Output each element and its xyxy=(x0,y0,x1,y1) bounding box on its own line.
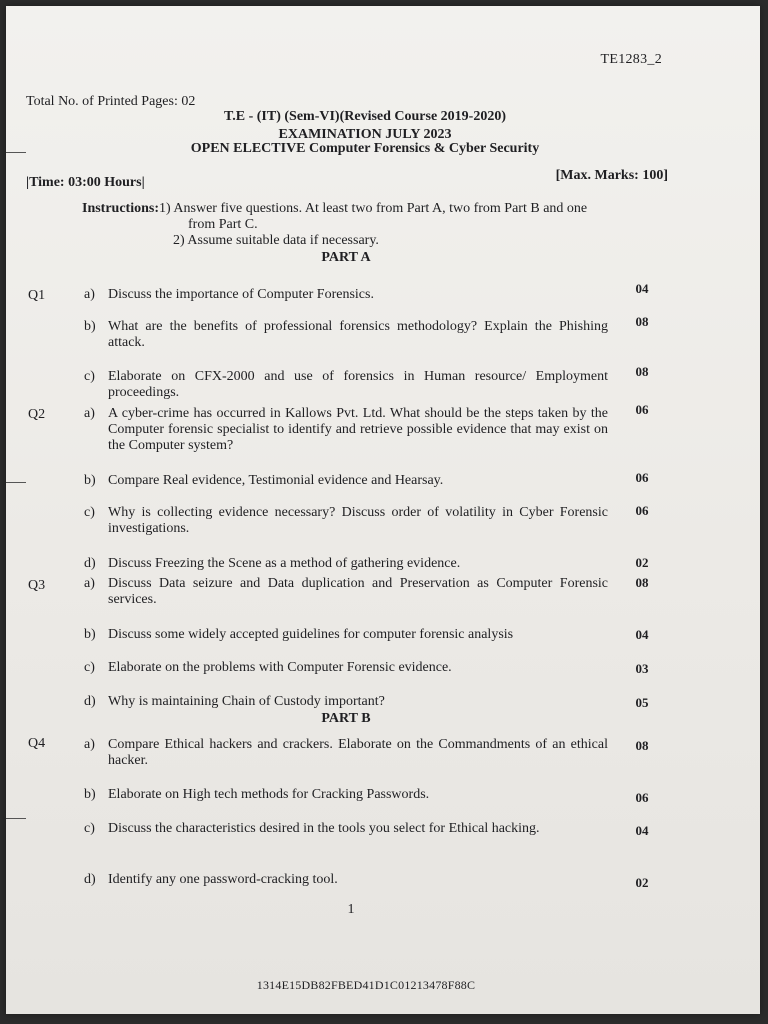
course-title: T.E - (IT) (Sem-VI)(Revised Course 2019-2020) xyxy=(223,109,507,124)
paper-hash: 1314E15DB82FBED41D1C01213478F88C xyxy=(256,978,476,992)
question-text: Discuss the characteristics desired in the tools you select for Ethical hacking. xyxy=(108,821,540,836)
question-text: Discuss Freezing the Scene as a method of gathering evidence. xyxy=(108,556,461,571)
paper-code: TE1283_2 xyxy=(600,52,662,67)
sub-question-letter: d) xyxy=(84,872,96,887)
instruction-line-3: 2) Assume suitable data if necessary. xyxy=(173,233,379,248)
question-text: A cyber-crime has occurred in Kallows Pvt. Ltd. What should be the steps taken by the Computer forensic specialist to identify and retrieve possible evidence that may exist on the Computer system? xyxy=(108,406,608,453)
question-text: Why is maintaining Chain of Custody important? xyxy=(108,694,385,709)
question-number: Q4 xyxy=(28,736,46,751)
question-text: Why is collecting evidence necessary? Discuss order of volatility in Cyber Forensic investigations. xyxy=(108,505,608,536)
sub-question-letter: b) xyxy=(84,627,96,642)
question-text: Compare Ethical hackers and crackers. Elaborate on the Commandments of an ethical hacker. xyxy=(108,737,608,768)
question-marks: 03 xyxy=(635,661,649,676)
question-marks: 06 xyxy=(635,402,649,417)
question-text: Discuss Data seizure and Data duplication and Preservation as Computer Forensic services. xyxy=(108,576,608,607)
question-marks: 04 xyxy=(635,823,649,838)
question-text: Discuss some widely accepted guidelines for computer forensic analysis xyxy=(108,627,514,642)
question-text: Discuss the importance of Computer Forensics. xyxy=(108,287,374,302)
printed-pages: Total No. of Printed Pages: 02 xyxy=(26,94,196,109)
sub-question-letter: c) xyxy=(84,660,95,675)
sub-question-letter: a) xyxy=(84,576,95,591)
question-marks: 05 xyxy=(635,695,649,710)
question-number: Q2 xyxy=(28,407,46,422)
sub-question-letter: b) xyxy=(84,319,96,334)
subject-title: OPEN ELECTIVE Computer Forensics & Cyber Security xyxy=(190,141,540,156)
sub-question-letter: c) xyxy=(84,369,95,384)
question-text: Elaborate on High tech methods for Cracking Passwords. xyxy=(108,787,430,802)
max-marks: [Max. Marks: 100] xyxy=(555,168,668,183)
sub-question-letter: d) xyxy=(84,556,96,571)
question-text: Identify any one password-cracking tool. xyxy=(108,872,338,887)
margin-tick xyxy=(6,482,26,483)
instruction-line-1: 1) Answer five questions. At least two from Part A, two from Part B and one xyxy=(159,201,588,216)
sub-question-letter: b) xyxy=(84,473,96,488)
exam-title: EXAMINATION JULY 2023 xyxy=(278,127,452,142)
question-marks: 08 xyxy=(635,738,649,753)
question-marks: 02 xyxy=(635,555,649,570)
question-marks: 06 xyxy=(635,790,649,805)
sub-question-letter: a) xyxy=(84,287,95,302)
question-marks: 08 xyxy=(635,575,649,590)
question-marks: 06 xyxy=(635,503,649,518)
sub-question-letter: c) xyxy=(84,821,95,836)
sub-question-letter: a) xyxy=(84,737,95,752)
instructions xyxy=(82,201,672,249)
question-number: Q3 xyxy=(28,578,46,593)
part-b-heading: PART B xyxy=(321,711,371,726)
question-text: What are the benefits of professional forensics methodology? Explain the Phishing attack. xyxy=(108,319,608,350)
sub-question-letter: d) xyxy=(84,694,96,709)
sub-question-letter: c) xyxy=(84,505,95,520)
question-text: Elaborate on the problems with Computer Forensic evidence. xyxy=(108,660,452,675)
question-text: Elaborate on CFX-2000 and use of forensics in Human resource/ Employment proceedings. xyxy=(108,369,608,400)
question-marks: 06 xyxy=(635,470,649,485)
margin-tick xyxy=(6,818,26,819)
question-marks: 08 xyxy=(635,314,649,329)
sub-question-letter: a) xyxy=(84,406,95,421)
part-a-heading: PART A xyxy=(321,250,371,265)
instructions-label: Instructions: xyxy=(82,201,160,216)
question-marks: 04 xyxy=(635,627,649,642)
sub-question-letter: b) xyxy=(84,787,96,802)
question-marks: 08 xyxy=(635,364,649,379)
question-number: Q1 xyxy=(28,288,46,303)
exam-time: |Time: 03:00 Hours| xyxy=(26,175,145,190)
exam-paper xyxy=(6,6,760,1014)
question-text: Compare Real evidence, Testimonial evidence and Hearsay. xyxy=(108,473,444,488)
instruction-line-2: from Part C. xyxy=(188,217,258,232)
question-marks: 02 xyxy=(635,875,649,890)
question-marks: 04 xyxy=(635,281,649,296)
page-number: 1 xyxy=(347,902,355,917)
